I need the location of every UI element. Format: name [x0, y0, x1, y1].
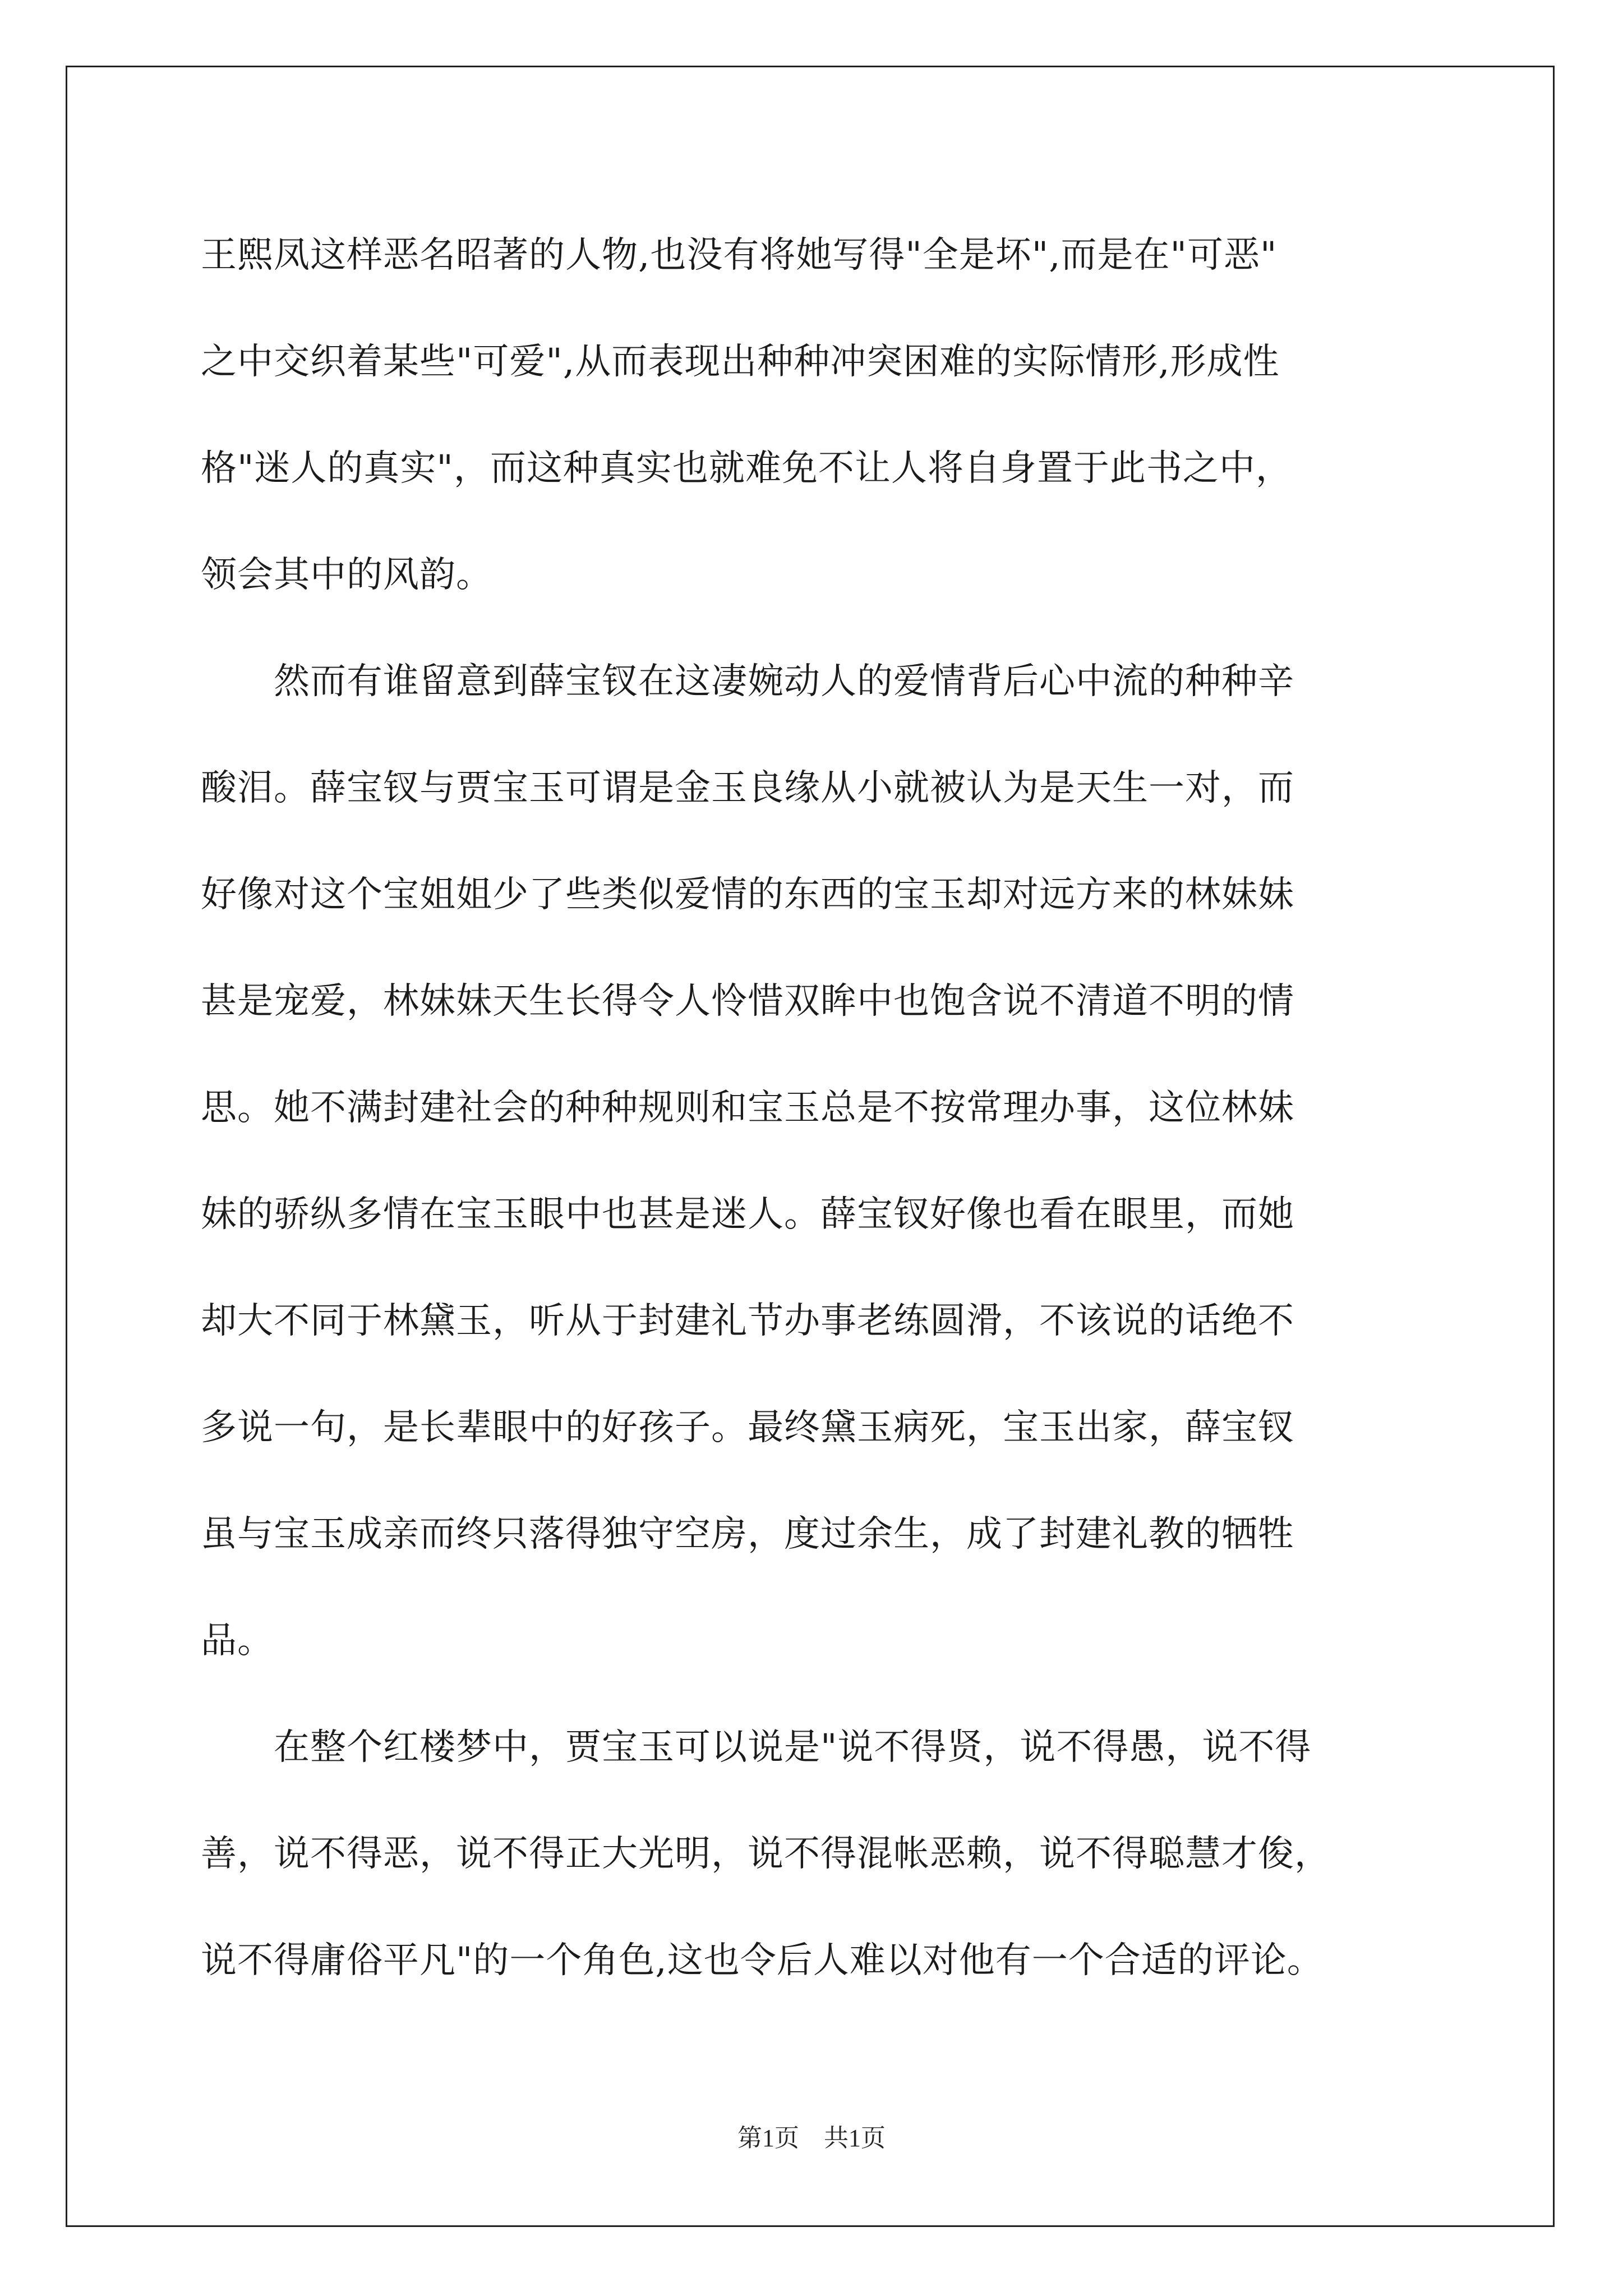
text-line: 思。她不满封建社会的种种规则和宝玉总是不按常理办事，这位林妹	[201, 1087, 1294, 1129]
text-line: 妹的骄纵多情在宝玉眼中也甚是迷人。薛宝钗好像也看在眼里，而她	[201, 1194, 1294, 1235]
text-line: 之中交织着某些"可爱",从而表现出种种冲突困难的实际情形,形成性	[201, 341, 1280, 383]
text-line: 甚是宠爱，林妹妹天生长得令人怜惜双眸中也饱含说不清道不明的情	[201, 981, 1294, 1022]
text-line: 在整个红楼梦中，贾宝玉可以说是"说不得贤，说不得愚，说不得	[201, 1727, 1312, 1768]
text-line: 品。	[201, 1620, 274, 1662]
text-line: 王熙凤这样恶名昭著的人物,也没有将她写得"全是坏",而是在"可恶"	[201, 234, 1278, 276]
text-line: 领会其中的风韵。	[201, 554, 492, 596]
text-line: 好像对这个宝姐姐少了些类似爱情的东西的宝玉却对远方来的林妹妹	[201, 874, 1294, 915]
page-number-footer: 第1页 共1页	[737, 2124, 886, 2152]
text-line: 多说一句，是长辈眼中的好孩子。最终黛玉病死，宝玉出家，薛宝钗	[201, 1407, 1294, 1448]
text-line: 酸泪。薛宝钗与贾宝玉可谓是金玉良缘从小就被认为是天生一对，而	[201, 767, 1294, 809]
text-line: 然而有谁留意到薛宝钗在这凄婉动人的爱情背后心中流的种种辛	[201, 661, 1294, 702]
text-line: 虽与宝玉成亲而终只落得独守空房，度过余生，成了封建礼教的牺牲	[201, 1513, 1294, 1555]
text-line: 说不得庸俗平凡"的一个角色,这也令后人难以对他有一个合适的评论。	[201, 1940, 1324, 1981]
text-line: 却大不同于林黛玉，听从于封建礼节办事老练圆滑，不该说的话绝不	[201, 1300, 1294, 1342]
text-line: 善，说不得恶，说不得正大光明，说不得混帐恶赖，说不得聪慧才俊，	[201, 1833, 1331, 1875]
text-line: 格"迷人的真实"，而这种真实也就难免不让人将自身置于此书之中，	[201, 448, 1292, 489]
document-body	[201, 202, 1421, 2014]
